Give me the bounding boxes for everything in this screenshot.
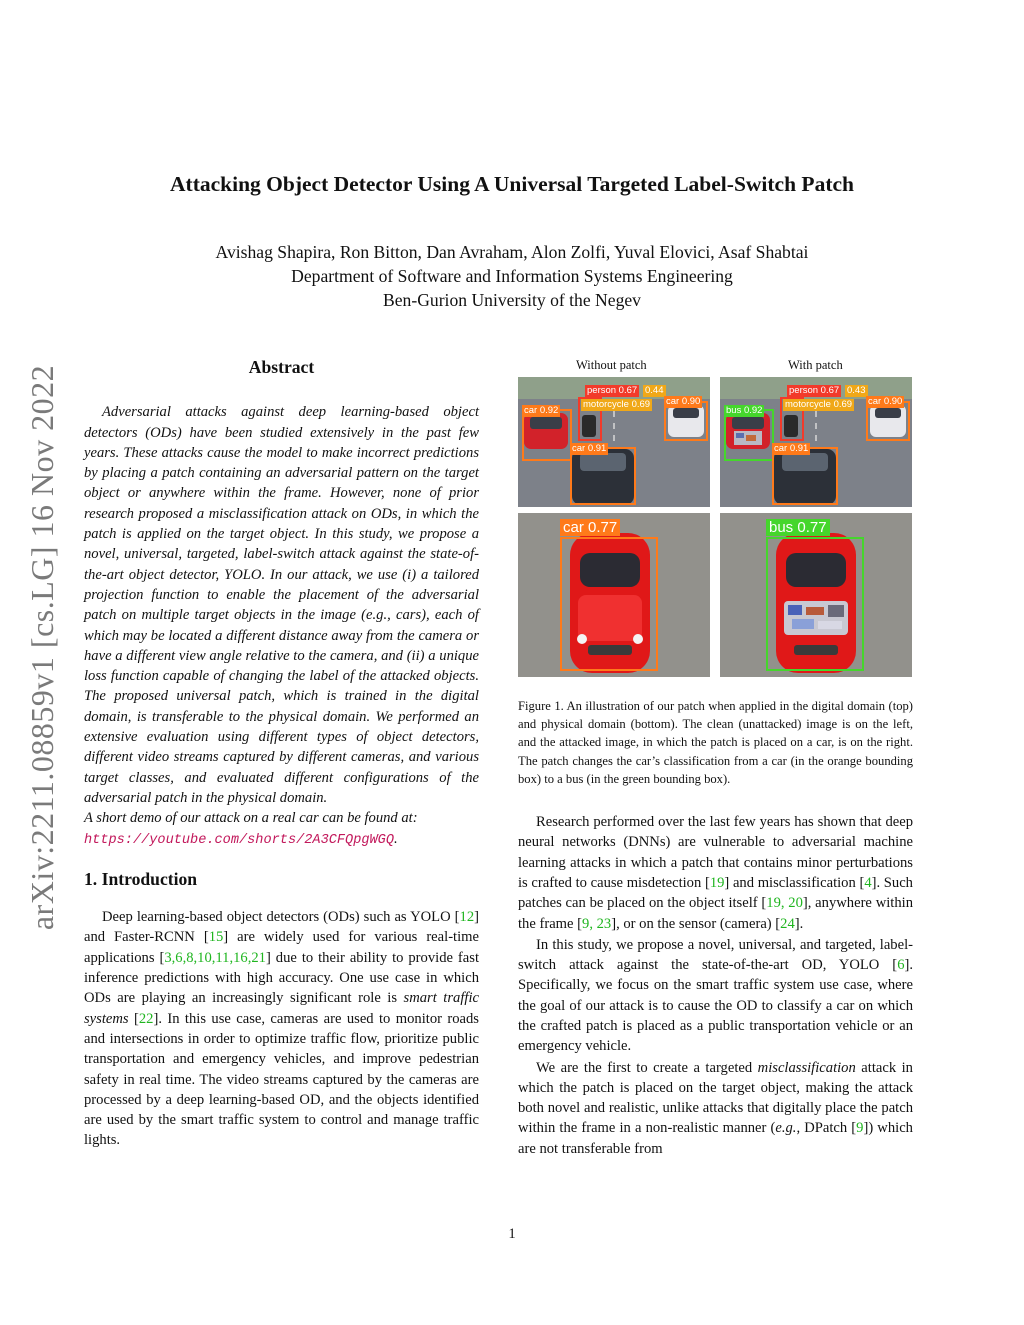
detection-label: 0.44 [645,385,664,396]
detection-box [766,537,864,671]
right-body-text [518,812,913,1159]
text-run: ]) which are not transferable from [518,1120,913,1157]
detection-label: car 0.90 [868,396,903,407]
citation-link[interactable]: 19, 20 [766,895,803,912]
citation-link[interactable]: 6 [897,957,905,974]
text-run: ]. Such patches can be placed on the object itself [ [518,874,913,912]
author-department: Department of Software and Information Systems Engineering [291,266,733,286]
detection-label: person 0.67 [587,385,638,396]
citation-link[interactable]: 9, 23 [582,915,612,932]
citation-link[interactable]: 19 [709,874,725,891]
citation-link[interactable]: 22 [138,1010,154,1027]
text-run: ] are widely used for various real-time applications [ [84,929,479,966]
citation-link[interactable]: 4 [864,874,872,891]
text-run: ] and misclassification [ [724,874,865,891]
detection-label: car 0.77 [560,519,620,536]
detection-label: motorcycle 0.69 [583,399,651,410]
figure-1 [518,377,913,677]
emphasis-text: smart traffic systems [84,990,479,1027]
physical-attacked-image [720,513,912,677]
arxiv-stamp [18,350,68,945]
paper-title: Attacking Object Detector Using A Universal Targeted Label-Switch Patch [170,172,854,196]
right-column [518,355,913,1159]
author-block [80,240,944,312]
citation-link[interactable]: 3,6,8,10,11,16,21 [164,949,266,966]
detection-box [724,409,774,461]
figure-labels [518,355,913,377]
detection-box [560,537,658,671]
abstract-heading: Abstract [248,357,315,377]
citation-link[interactable]: 12 [459,909,475,926]
text-run: In this study, we propose a novel, universal, and targeted, label-switch attack against the state-of-the-art OD, YOLO [ [518,936,913,974]
detection-label: bus 0.92 [726,405,763,416]
body-paragraph [518,935,913,1057]
detection-label: car 0.90 [666,396,701,407]
abstract-body: Adversarial attacks against deep learning-based object detectors (ODs) have been studied extensively in the past few years. These attacks cause the model to make incorrect predictions by placing a patch containing an adversarial pattern on the target object or anywhere within the frame. However, none of prior research proposed a misclassification attack on ODs, in which the patch is applied on the target object. In this study, we propose a novel, universal, targeted, label-switch attack against the state-of-the-art object detector, YOLO. In our attack, we use (i) a tailored projection function to enable the placement of the adversarial patch on multiple target objects in the image (e.g., cars), each of which may be located a different distance away from the camera or have a different view angle relative to the camera, and (ii) a unique loss function capable of changing the label of the attacked objects. The proposed universal patch, which is trained in the digital domain, is transferable to the physical domain. We performed an extensive evaluation using different types of object detectors, different video streams captured by different cameras, and various target classes, and evaluated different configurations of the adversarial patch in the physical domain. [84,404,479,806]
demo-link[interactable]: https://youtube.com/shorts/2A3CFQpgWGQ [84,832,394,848]
left-column [84,355,479,1151]
citation-link[interactable]: 15 [208,929,224,946]
emphasis-text: e.g. [775,1120,797,1137]
detection-box [570,447,636,505]
body-paragraph [518,812,913,934]
emphasis-text: misclassification [757,1059,856,1076]
arxiv-identifier: arXiv:2211.08859v1 [cs.LG] 16 Nov 2022 [24,364,61,931]
text-run: ] due to their ability to provide fast inference predictions with high accuracy. One use case in which ODs are playing an increasingly significant role is [84,949,479,1007]
digital-clean-image [518,377,710,507]
demo-end: . [394,830,398,847]
detection-label: car 0.91 [572,443,607,454]
page-number: 1 [508,1226,516,1242]
digital-attacked-image [720,377,912,507]
text-run: [ [128,1010,139,1027]
detection-label: motorcycle 0.69 [785,399,853,410]
text-run: Deep learning-based object detectors (ODs) such as YOLO [ [102,909,460,926]
text-run: We are the first to create a targeted [536,1059,758,1076]
citation-link[interactable]: 9 [856,1120,864,1137]
text-run: ]. Specifically, we focus on the smart traffic system use case, where the goal of our attack is to cause the OD to classify a car on which the crafted patch is placed as a public transportation vehicle or an emergency vehicle. [518,957,913,1055]
demo-line [84,808,479,851]
detection-box [522,409,572,461]
text-run: , DPatch [ [796,1120,857,1137]
figure-caption: Figure 1. An illustration of our patch when applied in the digital domain (top) and physical domain (bottom). The clean (unattacked) image is on the left, and the attacked image, in which the patch is placed on a car, is on the right. The patch changes the car’s classification from a car (in the orange bounding box) to a bus (in the green bounding box). [518,699,913,786]
detection-label: car 0.92 [524,405,559,416]
detection-label: car 0.91 [774,443,809,454]
intro-paragraph [84,907,479,1151]
author-university: Ben-Gurion University of the Negev [383,290,641,310]
label-with-patch: With patch [788,358,843,372]
text-run: attack in which the patch is placed on the target object, making the attack both novel and realistic, unlike attacks that digitally place the patch within the frame in a non-realistic manner ( [518,1059,913,1137]
author-names: Avishag Shapira, Ron Bitton, Dan Avraham, Alon Zolfi, Yuval Elovici, Asaf Shabtai [215,242,809,262]
introduction-heading: 1. Introduction [84,868,198,889]
text-run: Research performed over the last few years has shown that deep neural networks (DNNs) are vulnerable to adversarial machine learning attacks in which a patch that contains minor perturbations is crafted to cause misdetection [ [518,814,913,891]
text-run: ] and Faster-RCNN [ [84,909,479,946]
label-without-patch: Without patch [576,358,647,372]
text-run: ], or on the sensor (camera) [ [611,915,781,932]
demo-text: A short demo of our attack on a real car can be found at: [84,810,418,827]
detection-label: 0.43 [847,385,866,396]
detection-box [772,447,838,505]
text-run: ]. [794,915,804,932]
detection-label: person 0.67 [789,385,840,396]
body-paragraph [518,1058,913,1159]
physical-clean-image [518,513,710,677]
detection-label: bus 0.77 [766,519,830,536]
citation-link[interactable]: 24 [780,915,795,932]
text-run: ], anywhere within the frame [ [518,895,913,932]
text-run: ]. In this use case, cameras are used to monitor roads and intersections in order to optimize traffic flow, prioritize public transportation and emergency vehicles, and improve pedestrian safety in real time. The video streams captured by the cameras are processed by a deep learning-based OD, and the objects identified are used by the smart traffic system to control and manage traffic lights. [84,1010,479,1149]
